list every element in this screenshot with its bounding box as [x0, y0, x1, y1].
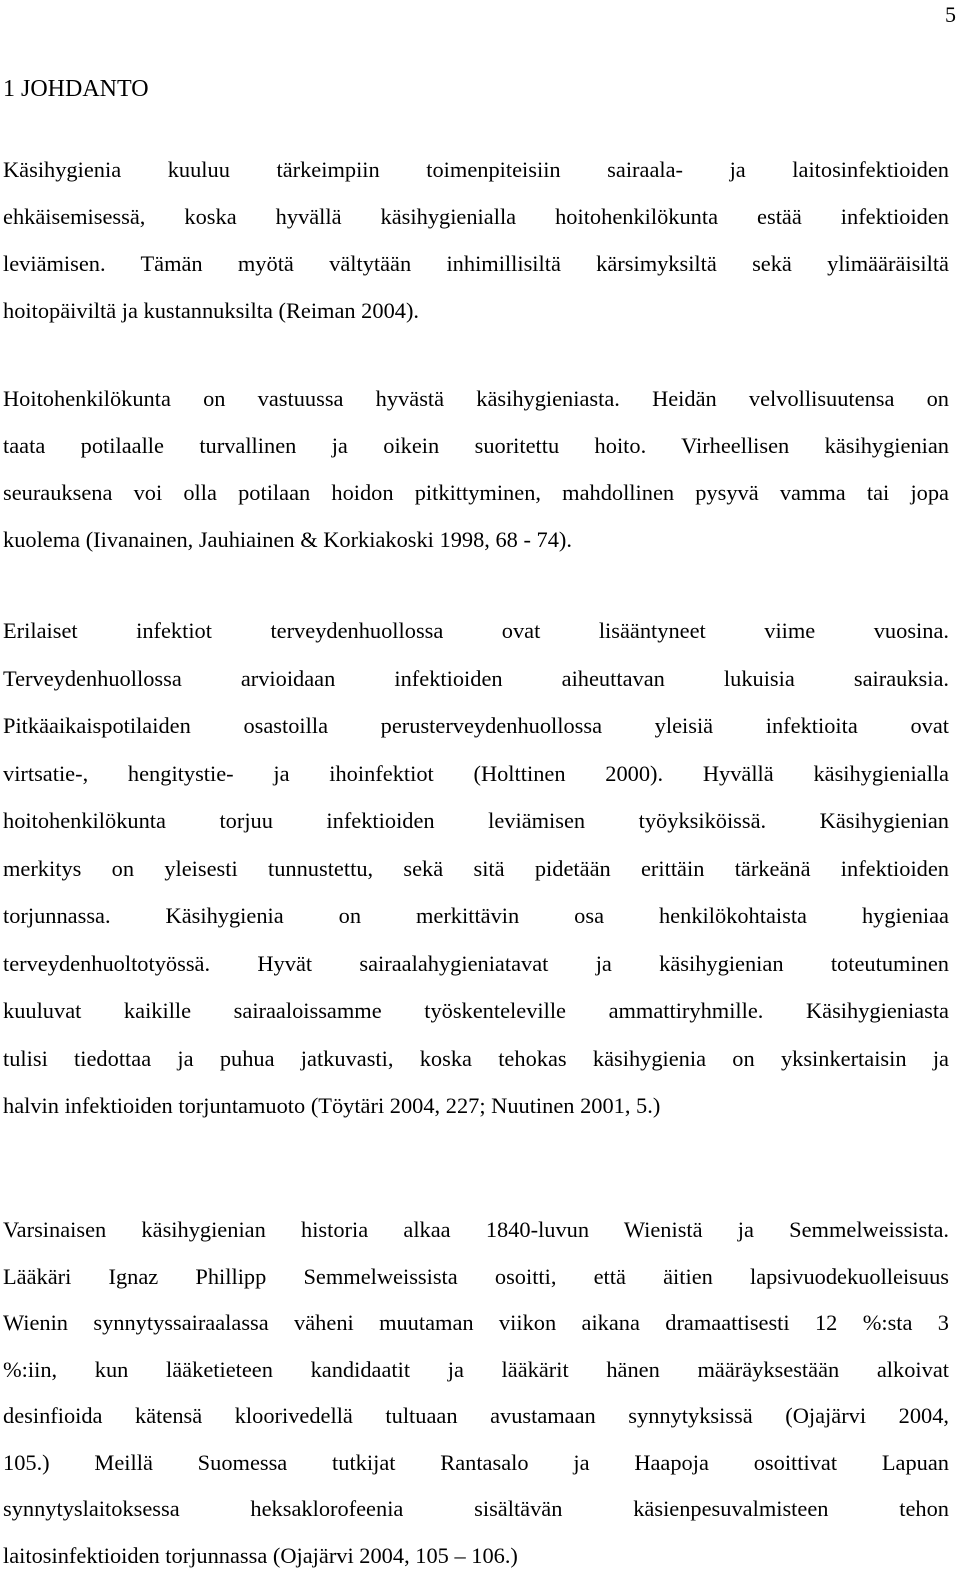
paragraph-line: virtsatie-, hengitystie- ja ihoinfektiot (Holttinen 2000). Hyvällä käsihygienialla	[3, 760, 949, 786]
paragraph-line: torjunnassa. Käsihygienia on merkittävin osa henkilökohtaista hygieniaa	[3, 903, 949, 928]
paragraph-3	[3, 607, 949, 1130]
paragraph-line: Wienin synnytyssairaalassa väheni muutaman viikon aikana dramaattisesti 12 %:sta 3	[3, 1310, 949, 1335]
paragraph-line: hoitopäiviltä ja kustannuksilta (Reiman 2004).	[3, 298, 420, 323]
paragraph-line: kuuluvat kaikille sairaaloissamme työskenteleville ammattiryhmille. Käsihygieniasta	[3, 998, 949, 1023]
paragraph-line: tulisi tiedottaa ja puhua jatkuvasti, koska tehokas käsihygienia on yksinkertaisin ja	[3, 1045, 949, 1071]
paragraph-line: laitosinfektioiden torjunnassa (Ojajärvi 2004, 105 – 106.)	[3, 1542, 518, 1568]
paragraph-2	[3, 375, 949, 563]
paragraph-line: hoitohenkilökunta torjuu infektioiden leviämisen työyksiköissä. Käsihygienian	[3, 808, 949, 833]
paragraph-4	[3, 1207, 949, 1579]
paragraph-line: taata potilaalle turvallinen ja oikein suoritettu hoito. Virheellisen käsihygienian	[3, 433, 949, 458]
paragraph-line: 105.) Meillä Suomessa tutkijat Rantasalo ja Haapoja osoittivat Lapuan	[3, 1449, 949, 1475]
paragraph-line: terveydenhuoltotyössä. Hyvät sairaalahygieniatavat ja käsihygienian toteutuminen	[3, 950, 949, 976]
paragraph-line: Käsihygienia kuuluu tärkeimpiin toimenpiteisiin sairaala- ja laitosinfektioiden	[3, 157, 949, 182]
paragraph-line: Varsinaisen käsihygienian historia alkaa 1840-luvun Wienistä ja Semmelweissista.	[3, 1217, 949, 1242]
paragraph-line: leviämisen. Tämän myötä vältytään inhimillisiltä kärsimyksiltä sekä ylimääräisiltä	[3, 251, 949, 276]
paragraph-line: ehkäisemisessä, koska hyvällä käsihygienialla hoitohenkilökunta estää infektioiden	[3, 204, 949, 229]
paragraph-line: Pitkäaikaispotilaiden osastoilla perusterveydenhuollossa yleisiä infektioita ovat	[3, 713, 949, 738]
paragraph-line: Terveydenhuollossa arvioidaan infektioiden aiheuttavan lukuisia sairauksia.	[3, 665, 949, 691]
paragraph-line: desinfioida kätensä kloorivedellä tultuaan avustamaan synnytyksissä (Ojajärvi 2004,	[3, 1403, 949, 1428]
paragraph-line: halvin infektioiden torjuntamuoto (Töytäri 2004, 227; Nuutinen 2001, 5.)	[3, 1093, 661, 1118]
paragraph-1	[3, 146, 949, 334]
paragraph-line: merkitys on yleisesti tunnustettu, sekä sitä pidetään erittäin tärkeänä infektioiden	[3, 855, 949, 881]
section-heading: 1 JOHDANTO	[3, 76, 149, 102]
paragraph-line: Hoitohenkilökunta on vastuussa hyvästä käsihygieniasta. Heidän velvollisuutensa on	[3, 386, 949, 411]
paragraph-line: Erilaiset infektiot terveydenhuollossa ovat lisääntyneet viime vuosina.	[3, 618, 949, 643]
paragraph-line: kuolema (Iivanainen, Jauhiainen & Korkiakoski 1998, 68 - 74).	[3, 527, 572, 552]
page-number: 5	[945, 2, 956, 27]
paragraph-line: Lääkäri Ignaz Phillipp Semmelweissista osoitti, että äitien lapsivuodekuolleisuus	[3, 1263, 949, 1289]
paragraph-line: %:iin, kun lääketieteen kandidaatit ja lääkärit hänen määräyksestään alkoivat	[3, 1356, 949, 1382]
paragraph-line: seurauksena voi olla potilaan hoidon pitkittyminen, mahdollinen pysyvä vamma tai jopa	[3, 480, 949, 505]
paragraph-line: synnytyslaitoksessa heksaklorofeenia sisältävän käsienpesuvalmisteen tehon	[3, 1496, 949, 1521]
